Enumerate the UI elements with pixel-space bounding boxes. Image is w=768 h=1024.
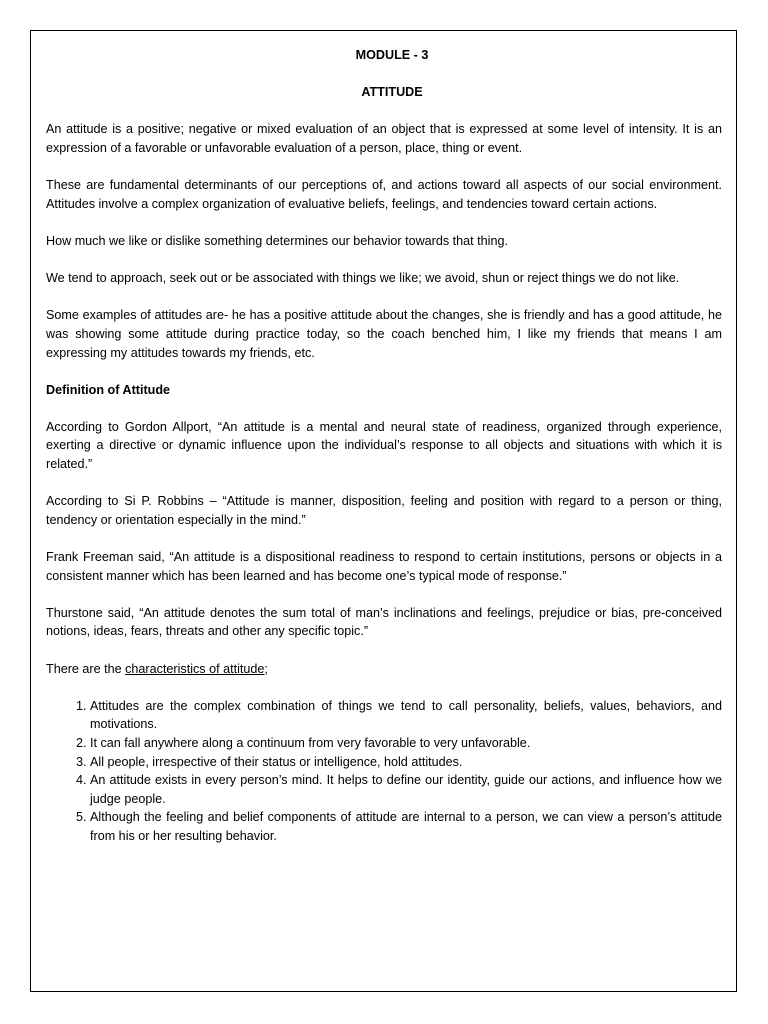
definition-heading: Definition of Attitude [46,382,171,397]
intro-paragraph: These are fundamental determinants of our perceptions of, and actions toward all aspects of our social environment. Attitudes involve a complex organization of evaluative beliefs, feelings, and tendencies toward certain actions. [46,178,722,211]
intro-paragraph: Some examples of attitudes are- he has a positive attitude about the changes, she is friendly and has a good attitude, he was showing some attitude during practice today, so the coach benched him, I like my friends that means I am expressing my attitudes towards my friends, etc. [46,308,722,360]
characteristics-intro [46,660,722,679]
definition-paragraph: According to Si P. Robbins – “Attitude is manner, disposition, feeling and position with regard to a person or thing, tendency or orientation especially in the mind.” [46,494,722,527]
intro-paragraph: An attitude is a positive; negative or mixed evaluation of an object that is expressed at some level of intensity. It is an expression of a favorable or unfavorable evaluation of a person, place, thing or event. [46,122,722,155]
list-item: 1. Attitudes are the complex combination of things we tend to call personality, beliefs, values, behaviors, and motivations. [90,697,722,734]
definition-paragraph: Thurstone said, “An attitude denotes the sum total of man’s inclinations and feelings, prejudice or bias, pre-conceived notions, ideas, fears, threats and other any specific topic.” [46,605,722,639]
intro-paragraph: How much we like or dislike something determines our behavior towards that thing. [46,233,508,248]
definition-paragraph: According to Gordon Allport, “An attitude is a mental and neural state of readiness, organized through experience, exerting a directive or dynamic influence upon the individual’s response to all objects and situations with which it is related.” [46,419,722,472]
document-body [46,46,722,846]
list-item: 4. An attitude exists in every person’s mind. It helps to define our identity, guide our actions, and influence how we judge people. [90,771,722,808]
definition-paragraph: Frank Freeman said, “An attitude is a dispositional readiness to respond to certain institutions, persons or objects in a consistent manner which has been learned and has become one’s typical mode of response.” [46,550,722,583]
characteristics-intro-prefix: There are the [46,661,126,676]
intro-paragraph: We tend to approach, seek out or be associated with things we like; we avoid, shun or reject things we do not like. [46,271,680,286]
characteristics-link: characteristics of attitude [125,661,265,676]
list-item: 2. It can fall anywhere along a continuum from very favorable to very unfavorable. [90,734,722,753]
list-item: 3. All people, irrespective of their status or intelligence, hold attitudes. [90,753,722,772]
characteristics-intro-suffix: ; [264,661,268,676]
module-heading: MODULE - 3 [355,48,429,62]
list-item: 5. Although the feeling and belief components of attitude are internal to a person, we can view a person’s attitude from his or her resulting behavior. [90,808,722,845]
page-title: ATTITUDE [361,85,423,100]
characteristics-list [46,697,722,846]
